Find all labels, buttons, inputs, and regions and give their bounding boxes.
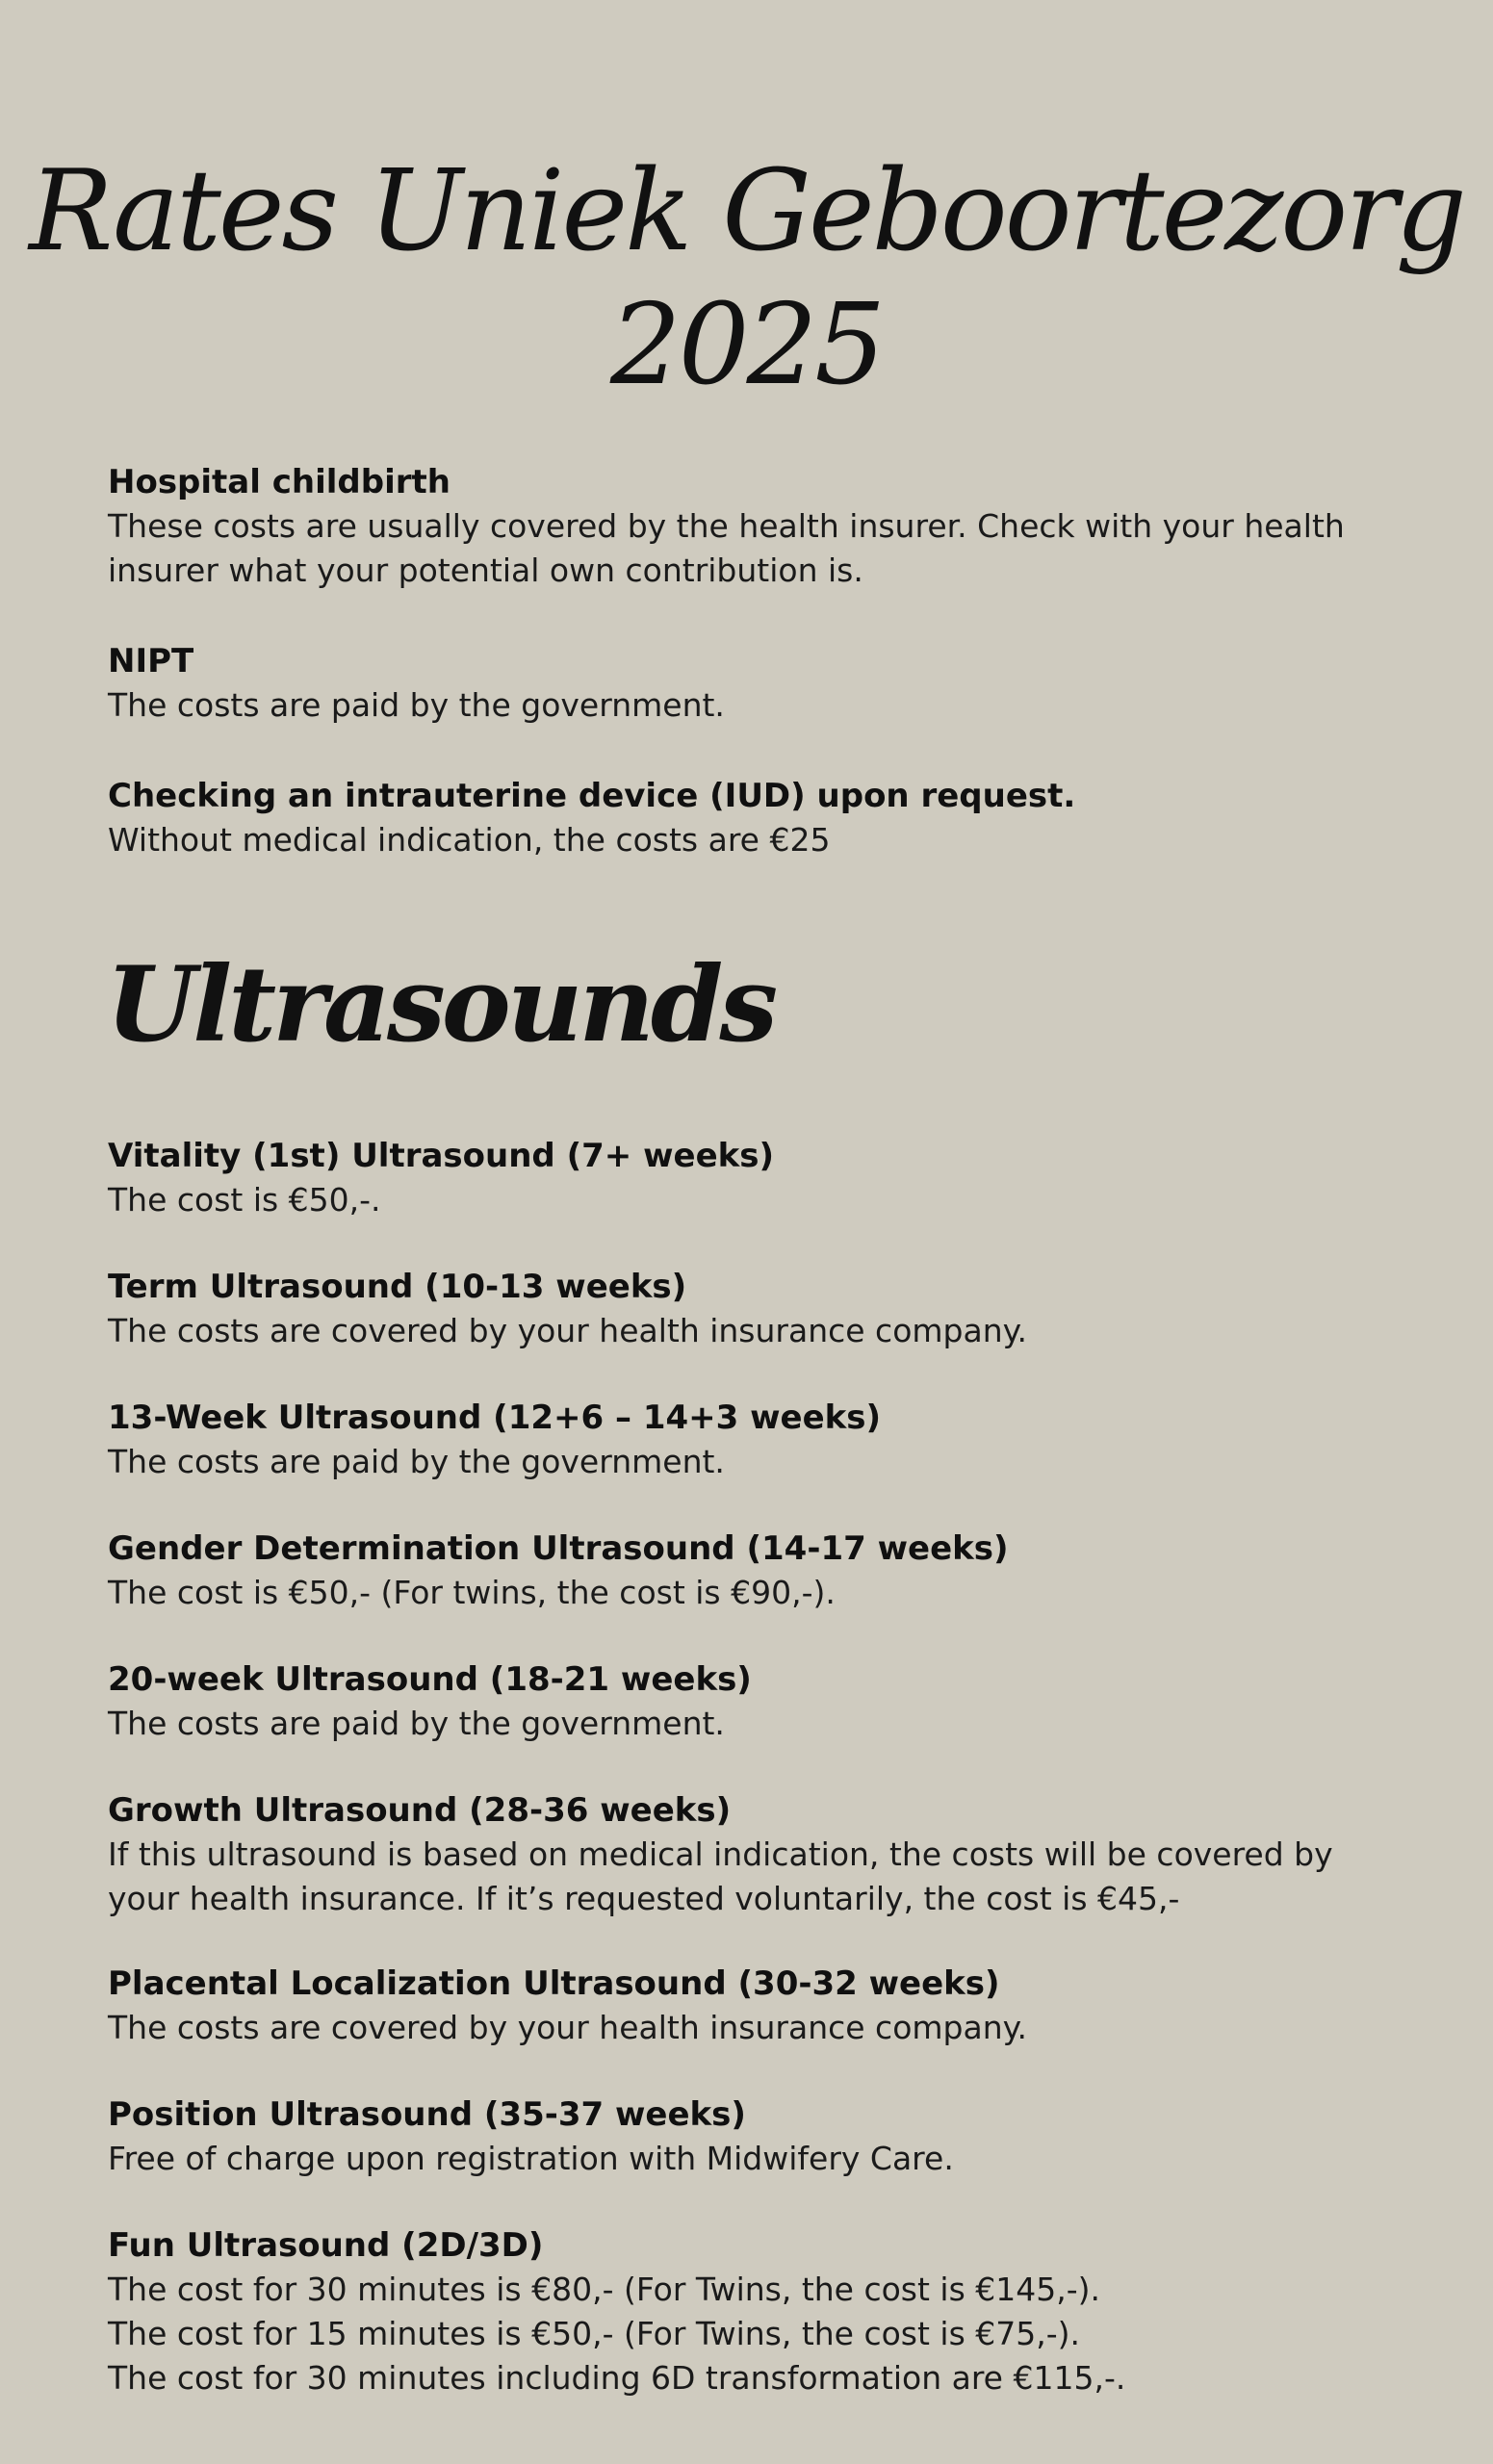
item-text: The cost is €50,-. [108, 1181, 381, 1219]
item-heading: Fun Ultrasound (2D/3D) [108, 2226, 544, 2265]
item-heading: Checking an intrauterine device (IUD) upon request. [108, 777, 1076, 815]
growth-ultrasound-item [108, 1788, 1398, 1921]
item-heading: Vitality (1st) Ultrasound (7+ weeks) [108, 1137, 775, 1175]
hospital-childbirth-item [108, 460, 1398, 593]
item-text: The costs are paid by the government. [108, 1705, 725, 1742]
item-text: your health insurance. If it’s requested voluntarily, the cost is €45,- [108, 1880, 1180, 1917]
iud-check-item [108, 774, 1398, 862]
item-text: The costs are paid by the government. [108, 1443, 725, 1480]
13-week-ultrasound-item [108, 1396, 1398, 1484]
item-text: The costs are covered by your health insurance company. [108, 2009, 1027, 2046]
item-heading: NIPT [108, 642, 194, 680]
item-text: If this ultrasound is based on medical indication, the costs will be covered by [108, 1835, 1333, 1873]
item-heading: 13-Week Ultrasound (12+6 – 14+3 weeks) [108, 1399, 882, 1437]
fun-ultrasound-item [108, 2223, 1398, 2400]
item-text: The cost is €50,- (For twins, the cost is €90,-). [108, 1574, 836, 1611]
item-heading: 20-week Ultrasound (18-21 weeks) [108, 1660, 752, 1699]
page-title: Rates Uniek Geboortezorg 2025 [29, 146, 1464, 411]
item-text: The cost for 30 minutes including 6D transformation are €115,-. [108, 2359, 1126, 2397]
item-text: Without medical indication, the costs are €25 [108, 821, 831, 859]
item-heading: Gender Determination Ultrasound (14-17 weeks) [108, 1529, 1009, 1568]
item-text: These costs are usually covered by the health insurer. Check with your health [108, 507, 1345, 545]
item-text: The cost for 15 minutes is €50,- (For Twins, the cost is €75,-). [108, 2315, 1081, 2352]
item-heading: Hospital childbirth [108, 463, 450, 501]
nipt-item [108, 639, 1398, 728]
item-text: The costs are covered by your health insurance company. [108, 1312, 1027, 1349]
item-text: The cost for 30 minutes is €80,- (For Twins, the cost is €145,-). [108, 2271, 1101, 2308]
gender-ultrasound-item [108, 1527, 1398, 1615]
item-text: Free of charge upon registration with Midwifery Care. [108, 2140, 954, 2177]
position-ultrasound-item [108, 2092, 1398, 2181]
term-ultrasound-item [108, 1265, 1398, 1353]
20-week-ultrasound-item [108, 1657, 1398, 1746]
item-heading: Placental Localization Ultrasound (30-32 weeks) [108, 1964, 1000, 2003]
item-heading: Term Ultrasound (10-13 weeks) [108, 1268, 687, 1306]
ultrasounds-heading: Ultrasounds [106, 944, 775, 1065]
item-heading: Position Ultrasound (35-37 weeks) [108, 2095, 746, 2134]
item-text: The costs are paid by the government. [108, 686, 725, 724]
item-text: insurer what your potential own contribution is. [108, 552, 863, 589]
vitality-ultrasound-item [108, 1134, 1398, 1222]
item-heading: Growth Ultrasound (28-36 weeks) [108, 1791, 732, 1830]
placental-ultrasound-item [108, 1962, 1398, 2050]
